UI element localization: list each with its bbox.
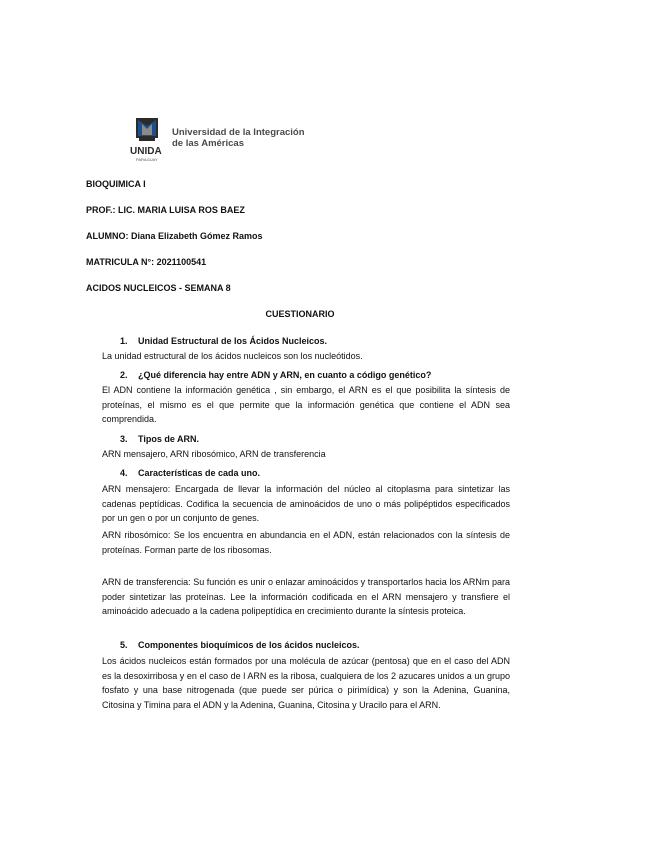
answer-4-ribosomico: ARN ribosómico: Se los encuentra en abundancia en el ADN, están relacionados con la síntesis de proteínas. Forman parte de los ribosomas. [102,530,510,555]
university-logo [128,116,318,162]
student-id-label: MATRICULA N°: 2021100541 [86,257,207,267]
logo-brand: UNIDA [130,146,162,157]
answer-3: ARN mensajero, ARN ribosómico, ARN de transferencia [102,449,326,459]
professor-label: PROF.: LIC. MARIA LUISA ROS BAEZ [86,205,245,215]
question-4: 4. Características de cada uno. [120,468,261,478]
answer-5: Los ácidos nucleicos están formados por una molécula de azúcar (pentosa) que en el caso del ADN es la desoxirribosa y en el caso de l ARN es la ribosa, cualquiera de los 2 azucares unidos a un grupo fosfato y una base nitrogenada (que puede ser púrica o pirimídica) y son la Adenina, Guanina, Citosina y Timina para el ADN y la Adenina, Guanina, Citosina y Uracilo para el ARN. [102,656,510,710]
answer-4-transferencia: ARN de transferencia: Su función es unir o enlazar aminoácidos y transportarlos hacia los ARNm para poder sintetizar las proteínas. Lee la información codificada en el ARN mensajero y transfiere el aminoácido adecuado a la cadena polipeptídica en crecimiento durante la síntesis proteica. [102,577,510,616]
question-3: 3. Tipos de ARN. [120,434,200,444]
page-title: CUESTIONARIO [265,309,335,319]
answer-1: La unidad estructural de los ácidos nucleicos son los nucleótidos. [102,351,363,361]
question-2: 2. ¿Qué diferencia hay entre ADN y ARN, en cuanto a código genético? [120,370,432,380]
logo-text [172,127,305,149]
topic-label: ACIDOS NUCLEICOS - SEMANA 8 [86,283,231,293]
course-label: BIOQUIMICA I [86,179,146,189]
logo-line2: de las Américas [172,138,244,149]
logo-country: PARAGUAY [136,157,158,162]
student-label: ALUMNO: Diana Elizabeth Gómez Ramos [86,231,263,241]
logo-line1: Universidad de la Integración [172,127,305,138]
question-5: 5. Componentes bioquímicos de los ácidos nucleicos. [120,640,360,650]
question-1: 1. Unidad Estructural de los Ácidos Nucleicos. [120,336,328,346]
answer-2: El ADN contiene la información genética , sin embargo, el ARN es el que posibilita la síntesis de proteínas, el mismo es el que permite que la información genética que contiene el ADN sea comprendida. [102,385,510,424]
answer-4-mensajero: ARN mensajero: Encargada de llevar la información del núcleo al citoplasma para sintetizar las cadenas peptídicas. Codifica la secuencia de aminoácidos de uno o más polipéptidos especificados por un gen o por un conjunto de genes. [102,484,510,523]
